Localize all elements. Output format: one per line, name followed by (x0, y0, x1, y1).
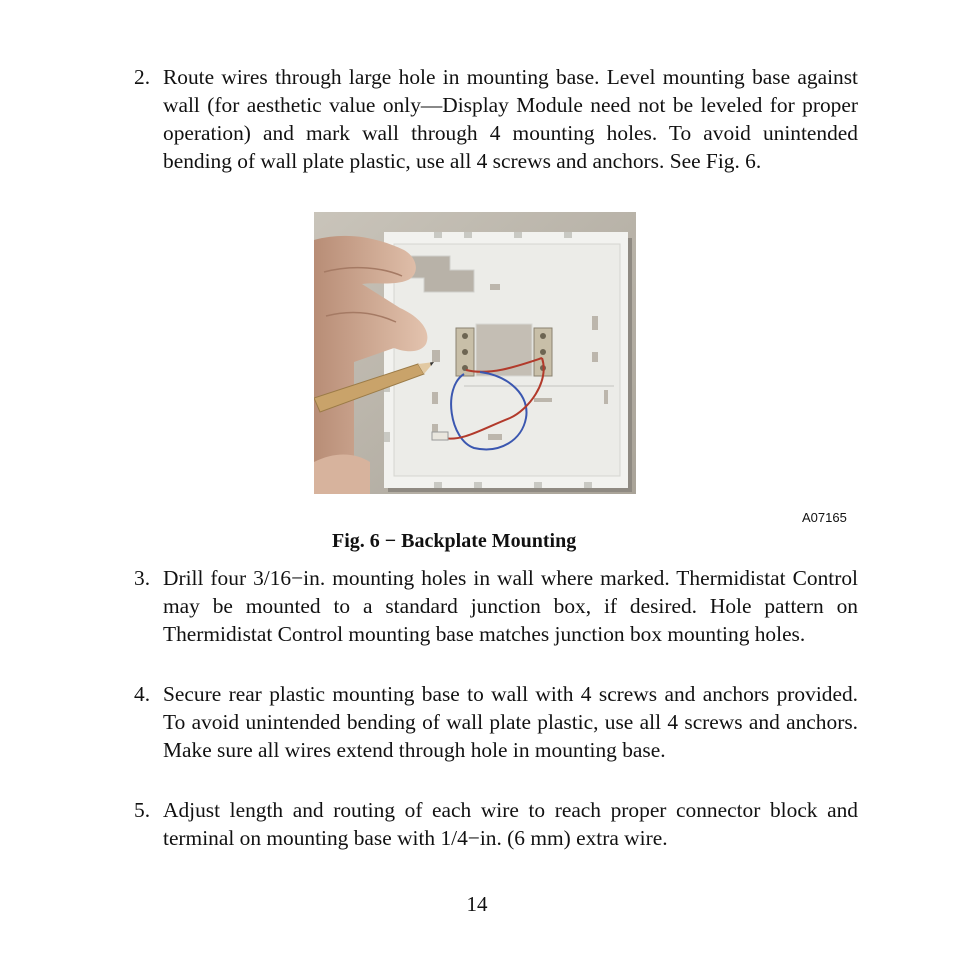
step-text: Adjust length and routing of each wire to reach proper connector block and terminal on mounting base with 1/4−in. (6 mm) extra wire. (163, 798, 858, 850)
step-5 (134, 796, 858, 852)
figure-code: A07165 (802, 510, 847, 525)
page-number: 14 (466, 892, 488, 916)
figure-caption: Fig. 6 − Backplate Mounting (332, 530, 577, 552)
step-text: Drill four 3/16−in. mounting holes in wall where marked. Thermidistat Control may be mounted to a standard junction box, if desired. Hole pattern on Thermidistat Control mounting base matches junction box mounting holes. (163, 566, 858, 646)
step-number: 2. (134, 65, 151, 89)
step-4 (134, 680, 858, 764)
backplate-mounting-photo (314, 212, 636, 494)
step-2 (134, 63, 858, 175)
step-number: 4. (134, 682, 151, 706)
step-number: 3. (134, 566, 151, 590)
step-number: 5. (134, 798, 151, 822)
step-3 (134, 564, 858, 648)
step-text: Route wires through large hole in mounting base. Level mounting base against wall (for aesthetic value only—Display Module need not be leveled for proper operation) and mark wall through 4 mounting holes. To avoid unintended bending of wall plate plastic, use all 4 screws and anchors. See Fig. 6. (163, 65, 858, 173)
step-text: Secure rear plastic mounting base to wall with 4 screws and anchors provided. To avoid unintended bending of wall plate plastic, use all 4 screws and anchors. Make sure all wires extend through hole in mounting base. (163, 682, 858, 762)
